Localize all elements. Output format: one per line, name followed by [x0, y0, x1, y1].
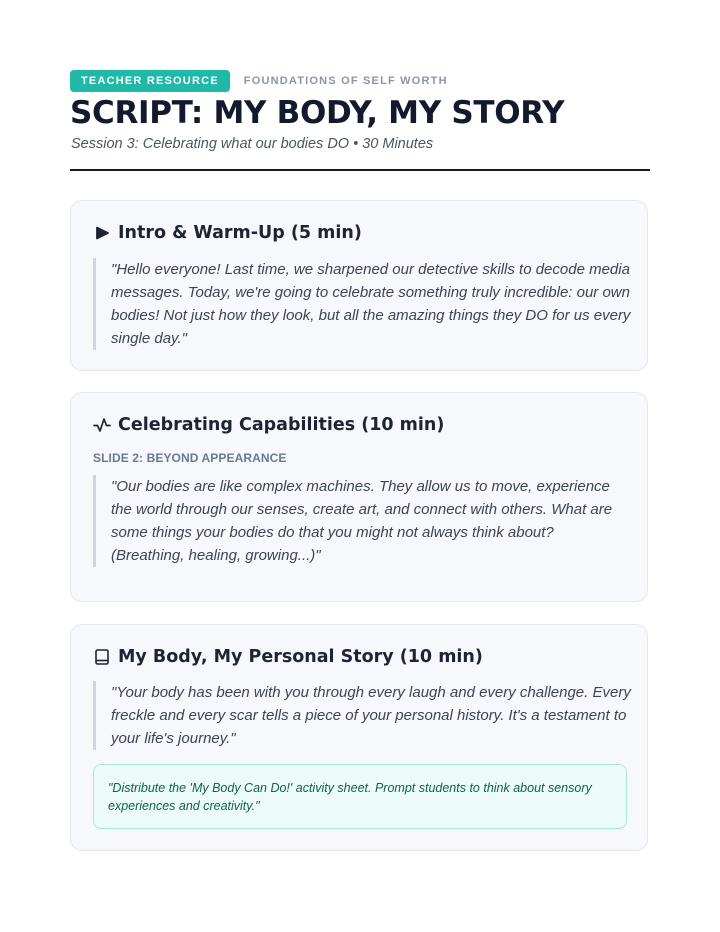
slide-label: SLIDE 2: BEYOND APPEARANCE	[93, 451, 287, 465]
section-card-personal-story	[70, 624, 648, 851]
section-title: Intro & Warm-Up (5 min)	[118, 223, 362, 243]
instructor-note: "Distribute the 'My Body Can Do!' activity sheet. Prompt students to think about sensory experiences and creativity."	[93, 764, 627, 829]
section-header	[93, 415, 444, 435]
title-divider	[70, 169, 650, 171]
section-header	[93, 647, 483, 667]
teacher-resource-badge: TEACHER RESOURCE	[70, 70, 230, 92]
script-quote: "Your body has been with you through every laugh and every challenge. Every freckle and every scar tells a piece of your personal history. It's a testament to your life's journey."	[93, 681, 631, 750]
section-title: My Body, My Personal Story (10 min)	[118, 647, 483, 667]
header-tagline	[70, 70, 448, 92]
section-title: Celebrating Capabilities (10 min)	[118, 415, 445, 435]
page-subtitle: Session 3: Celebrating what our bodies DO • 30 Minutes	[71, 136, 434, 152]
activity-icon	[93, 416, 111, 434]
book-icon	[93, 648, 111, 666]
section-card-capabilities	[70, 392, 648, 602]
series-label: FOUNDATIONS OF SELF WORTH	[243, 75, 448, 87]
play-icon	[93, 224, 111, 242]
script-quote: "Hello everyone! Last time, we sharpened our detective skills to decode media messages. Today, we're going to celebrate something truly incredible: our own bodies! Not just how they look, but all the amazing things they DO for us every single day."	[93, 258, 631, 350]
section-header	[93, 223, 362, 243]
page-title: SCRIPT: MY BODY, MY STORY	[70, 95, 565, 131]
section-card-intro	[70, 200, 648, 371]
script-quote: "Our bodies are like complex machines. They allow us to move, experience the world through our senses, create art, and connect with others. What are some things your bodies do that you might not always think about? (Breathing, healing, growing...)"	[93, 475, 631, 567]
